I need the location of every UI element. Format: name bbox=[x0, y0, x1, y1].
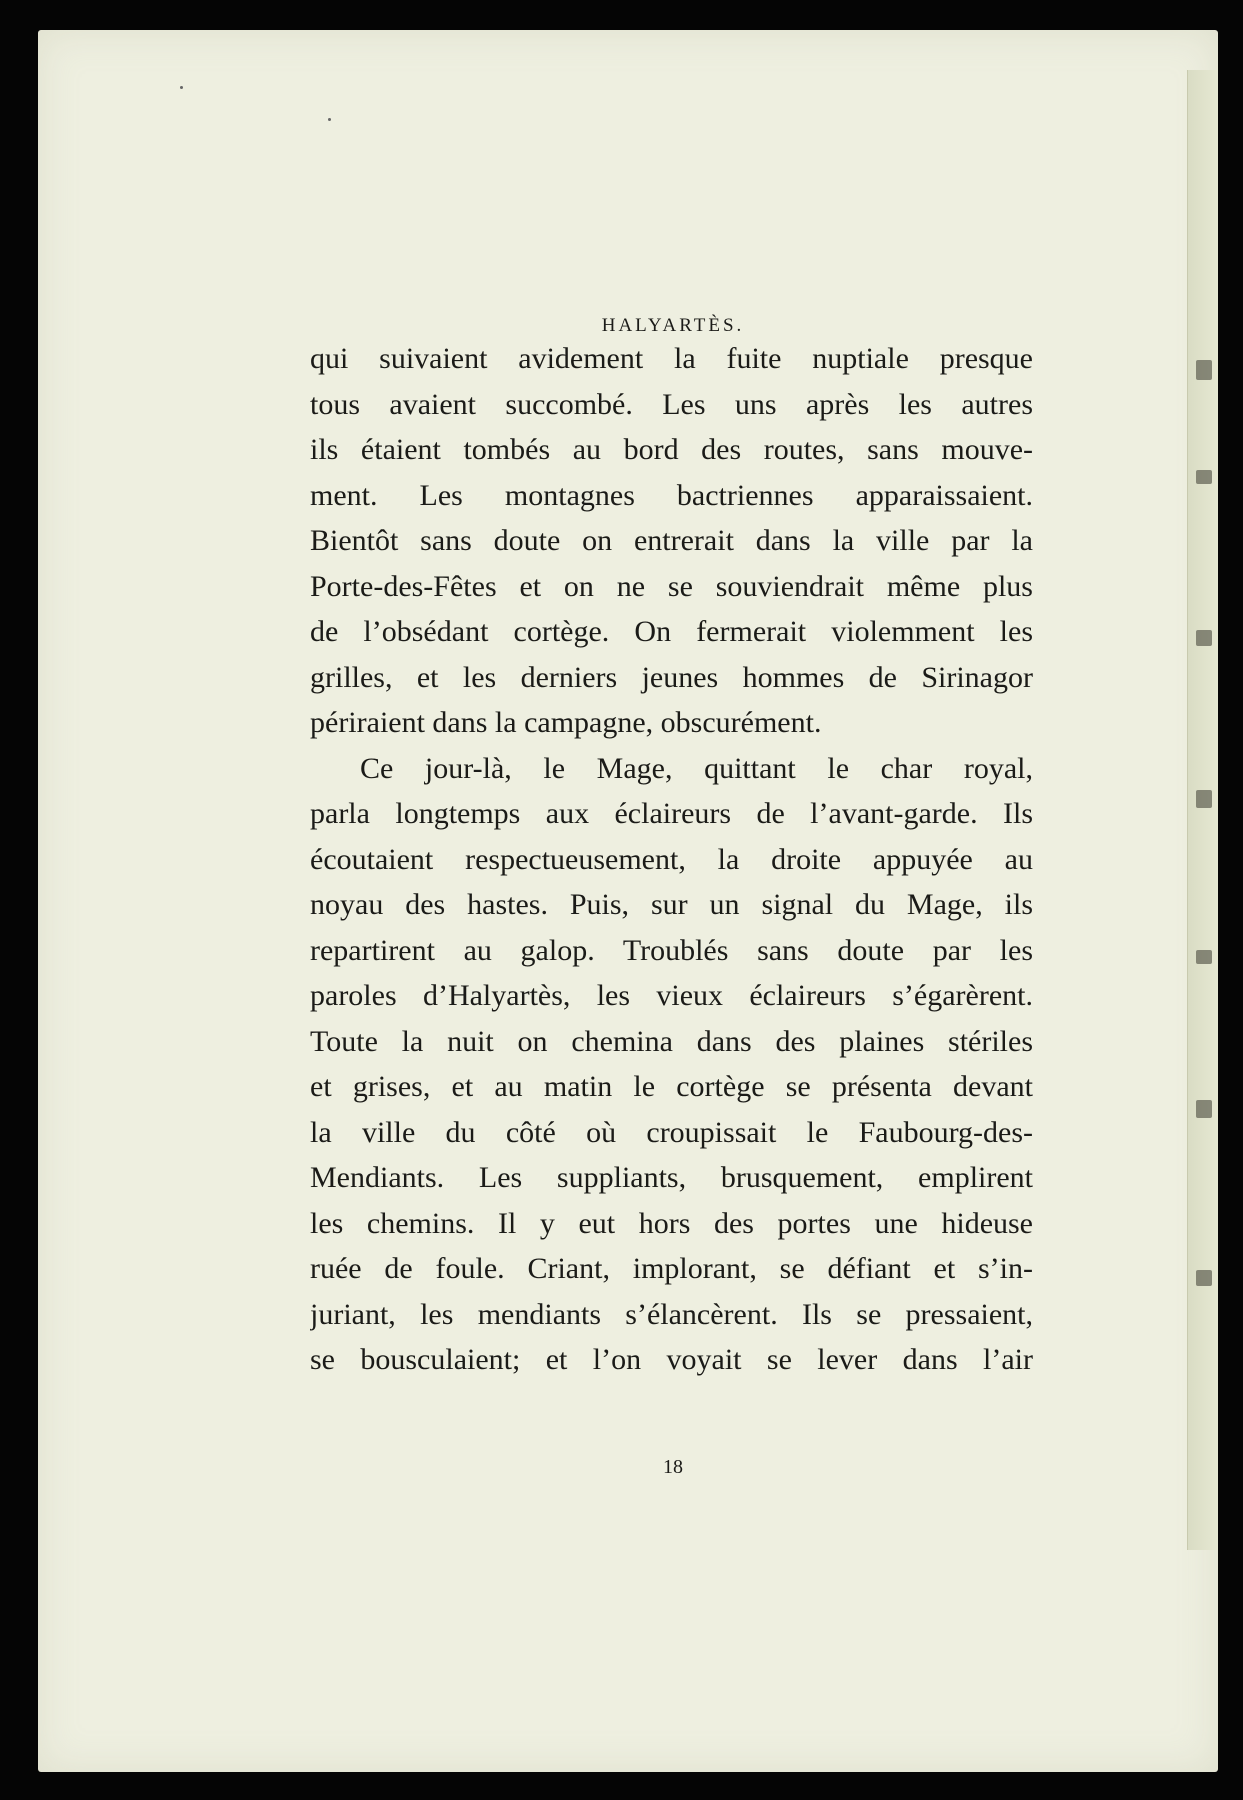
text-line: Porte-des-Fêtes et on ne se souviendrait même plus bbox=[310, 569, 1033, 603]
text-line: noyau des hastes. Puis, sur un signal du Mage, ils bbox=[310, 888, 1033, 921]
running-head-text: HALYARTÈS. bbox=[601, 315, 745, 336]
text-line: de l’obsédant cortège. On fermerait violemment les bbox=[310, 615, 1033, 648]
text-line: ruée de foule. Criant, implorant, se défiant et s’in- bbox=[310, 1252, 1033, 1285]
text-line: périraient dans la campagne, obscurément. bbox=[310, 706, 822, 739]
text-line: grilles, et les derniers jeunes hommes de Sirinagor bbox=[310, 660, 1033, 694]
edge-mark bbox=[1196, 950, 1212, 964]
text-line: ils étaient tombés au bord des routes, sans mouve- bbox=[310, 433, 1033, 466]
text-line: paroles d’Halyartès, les vieux éclaireurs s’égarèrent. bbox=[310, 979, 1033, 1012]
edge-mark bbox=[1196, 1100, 1212, 1118]
body-text bbox=[310, 336, 1033, 1383]
text-line: la ville du côté où croupissait le Faubourg-des- bbox=[310, 1115, 1033, 1149]
page-number bbox=[38, 1456, 1218, 1479]
text-line: Bientôt sans doute on entrerait dans la ville par la bbox=[310, 524, 1033, 557]
text-line: se bousculaient; et l’on voyait se lever dans l’air bbox=[310, 1343, 1033, 1376]
paper-speck bbox=[180, 86, 183, 89]
edge-mark bbox=[1196, 470, 1212, 484]
text-line: Toute la nuit on chemina dans des plaines stériles bbox=[310, 1024, 1033, 1058]
text-line: qui suivaient avidement la fuite nuptiale presque bbox=[310, 342, 1033, 375]
facing-page-edge bbox=[1187, 70, 1218, 1550]
text-line: repartirent au galop. Troublés sans doute par les bbox=[310, 933, 1033, 967]
running-head bbox=[38, 315, 1218, 337]
text-line: parla longtemps aux éclaireurs de l’avant-garde. Ils bbox=[310, 797, 1033, 830]
text-line: Mendiants. Les suppliants, brusquement, emplirent bbox=[310, 1161, 1033, 1194]
text-line: juriant, les mendiants s’élancèrent. Ils se pressaient, bbox=[310, 1297, 1033, 1331]
edge-mark bbox=[1196, 790, 1212, 808]
text-line: et grises, et au matin le cortège se présenta devant bbox=[310, 1070, 1033, 1103]
text-line: écoutaient respectueusement, la droite appuyée au bbox=[310, 842, 1033, 876]
text-line: les chemins. Il y eut hors des portes une hideuse bbox=[310, 1206, 1033, 1240]
edge-mark bbox=[1196, 630, 1212, 646]
text-line: ment. Les montagnes bactriennes apparaissaient. bbox=[310, 478, 1033, 512]
text-line: tous avaient succombé. Les uns après les autres bbox=[310, 387, 1033, 421]
edge-mark bbox=[1196, 360, 1212, 380]
edge-mark bbox=[1196, 1270, 1212, 1286]
paper-speck bbox=[328, 118, 331, 121]
text-line-paragraph-start: Ce jour-là, le Mage, quittant le char royal, bbox=[360, 751, 1033, 785]
page-number-text: 18 bbox=[663, 1456, 683, 1478]
